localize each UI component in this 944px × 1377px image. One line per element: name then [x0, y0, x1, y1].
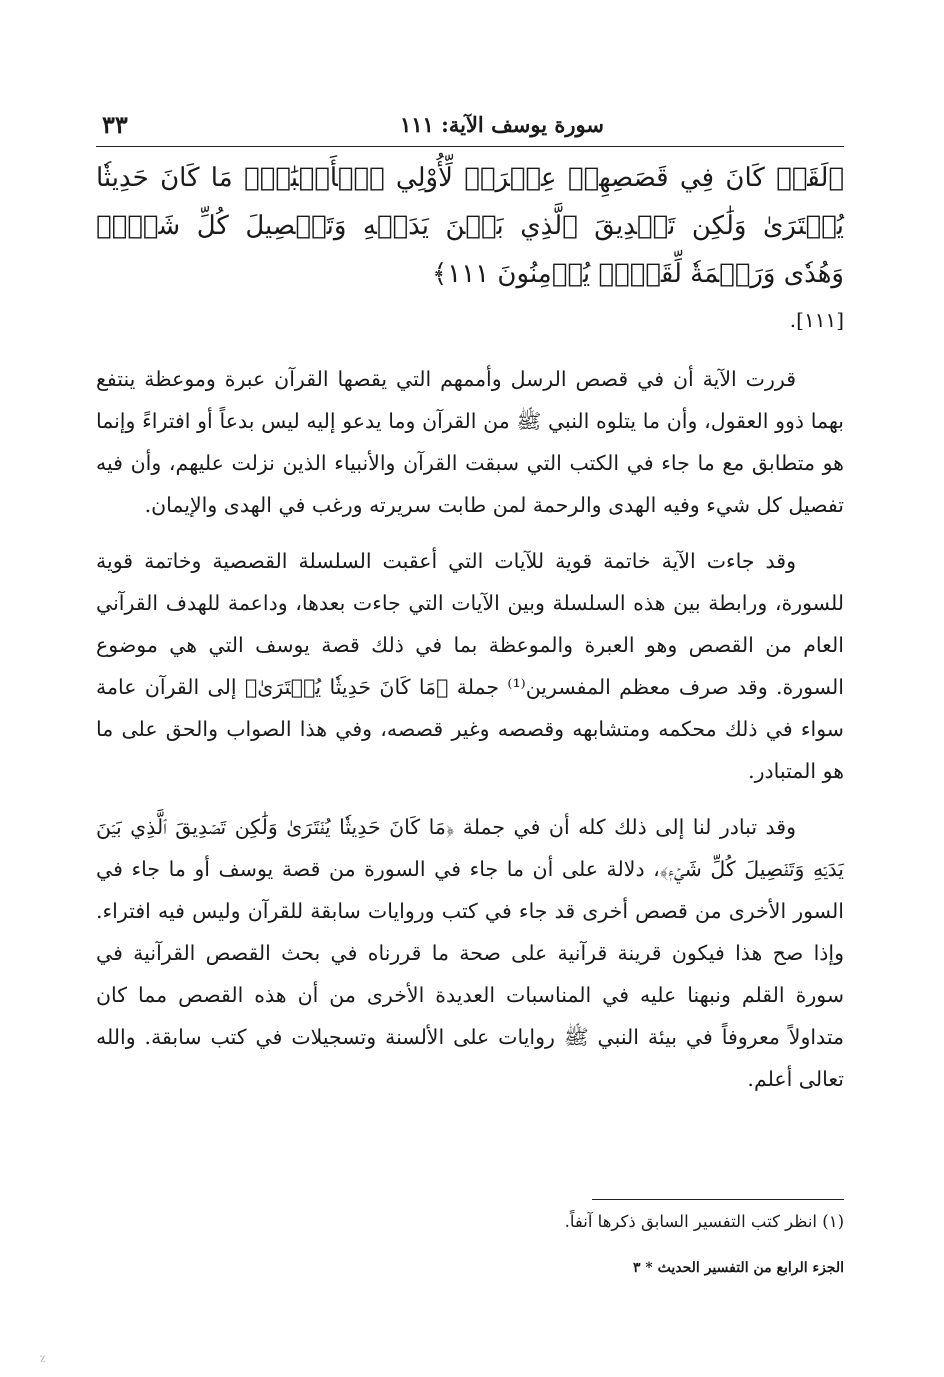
header-divider: [96, 146, 844, 147]
main-text: [96, 154, 844, 1114]
running-header: [96, 108, 844, 144]
footnote: (١) انظر كتب التفسير السابق ذكرها آنفاً.: [564, 1212, 844, 1231]
book-signature: الجزء الرابع من التفسير الحديث * ٣: [633, 1260, 844, 1276]
commentary-paragraph-3: وقد تبادر لنا إلى ذلك كله أن في جملة ﴿مَا كَانَ حَدِيثٗا يُفۡتَرَىٰ وَلَٰكِن تَصۡدِيقَ ٱلَّذِي بَيۡنَ يَدَيۡهِ وَتَفۡصِيلَ كُلِّ شَيۡءٖ﴾، دلالة على أن ما جاء في السورة من قصة يوسف أو ما جاء في السور الأخرى من قصص أخرى قد جاء في كتب وروايات سابقة للقرآن وليس فيه افتراء. وإذا صح هذا فيكون قرينة قرآنية على صحة ما قررناه في بحث القصص القرآنية في سورة القلم ونبهنا عليه في المناسبات العديدة الأخرى من أن هذه القصص مما كان متداولاً معروفاً في بيئة النبي ﷺ روايات على الألسنة وتسجيلات في كتب سابقة. والله تعالى أعلم.: [96, 815, 845, 1091]
verse-reference: [١١١].: [789, 308, 844, 332]
quran-verse: ﴿لَقَدۡ كَانَ فِي قَصَصِهِمۡ عِبۡرَةٞ لِّأُوْلِي ٱلۡأَلۡبَٰبِۗ مَا كَانَ حَدِيثٗا يُفۡتَرَىٰ وَلَٰكِن تَصۡدِيقَ ٱلَّذِي بَيۡنَ يَدَيۡهِ وَتَفۡصِيلَ كُلِّ شَيۡءٖ وَهُدٗى وَرَحۡمَةٗ لِّقَوۡمٖ يُؤۡمِنُونَ ١١١﴾: [96, 163, 844, 289]
footnote-divider: [592, 1199, 844, 1200]
corner-mark: ٪: [40, 1354, 46, 1365]
commentary-paragraph-2: وقد جاءت الآية خاتمة قوية للآيات التي أعقبت السلسلة القصصية وخاتمة قوية للسورة، ورابطة بين هذه السلسلة وبين الآيات التي جاءت بعدها، وداعمة للهدف القرآني العام من القصص وهو العبرة والموعظة بما في ذلك قصة يوسف التي هي موضوع السورة. وقد صرف معظم المفسرين⁽¹⁾ جملة ﴿مَا كَانَ حَدِيثٗا يُفۡتَرَىٰ﴾ إلى القرآن عامة سواء في ذلك محكمه ومتشابهه وقصصه وغير قصصه، وفي هذا الصواب والحق على ما هو المتبادر.: [96, 549, 844, 783]
commentary-paragraph-1: قررت الآية أن في قصص الرسل وأممهم التي يقصها القرآن عبرة وموعظة ينتفع بهما ذوو العقول، وأن ما يتلوه النبي ﷺ من القرآن وما يدعو إليه ليس بدعاً أو افتراءً وإنما هو متطابق مع ما جاء في الكتب التي سبقت القرآن والأنبياء الذين نزلت عليهم، وأن فيه تفصيل كل شيء وفيه الهدى والرحمة لمن طابت سريرته ورغب في الهدى والإيمان.: [96, 367, 844, 517]
running-header-title: سورة يوسف الآية: ١١١: [399, 112, 604, 137]
page-number: ٣٣: [102, 110, 128, 139]
